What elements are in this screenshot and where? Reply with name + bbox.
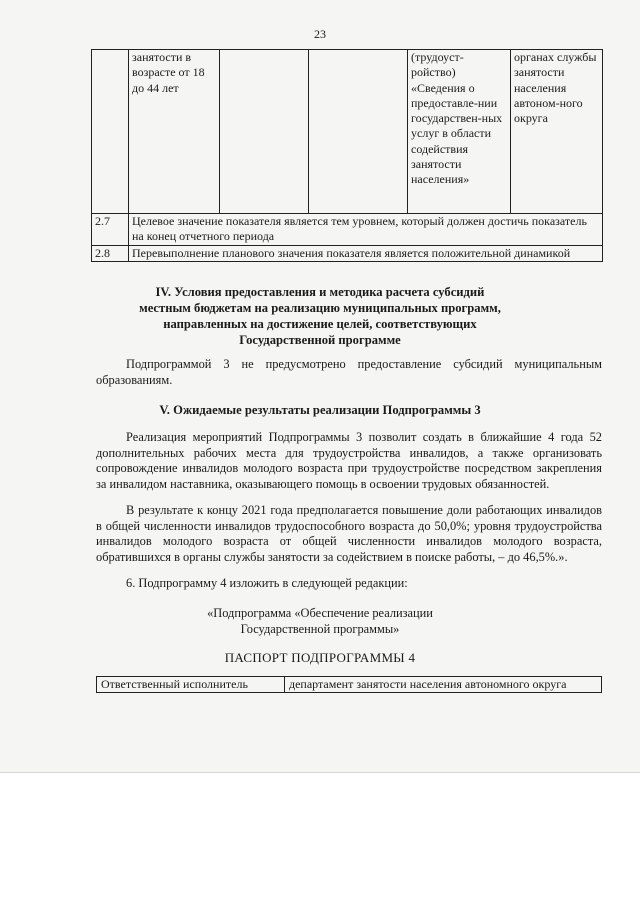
passport-title: ПАСПОРТ ПОДПРОГРАММЫ 4 bbox=[224, 650, 416, 665]
subprogram-title: Государственной программы» bbox=[240, 622, 400, 636]
indicators-table bbox=[91, 49, 603, 262]
row-number: 2.8 bbox=[92, 245, 129, 261]
table-cell bbox=[92, 50, 129, 214]
table-row bbox=[97, 677, 602, 693]
table-row bbox=[92, 50, 603, 214]
table-cell: (трудоуст-ройство) «Сведения о предоставле-нии государствен-ных услуг в области содействия занятости населения» bbox=[408, 50, 511, 214]
amendment-paragraph: 6. Подпрограмму 4 изложить в следующей редакции: bbox=[126, 576, 408, 590]
section-4-heading: местным бюджетам на реализацию муниципальных программ, bbox=[139, 301, 501, 315]
section-4-paragraph: Подпрограммой 3 не предусмотрено предоставление субсидий муниципальным образованиям. bbox=[96, 357, 602, 387]
section-5-paragraph: В результате к концу 2021 года предполагается повышение доли работающих инвалидов в общей численности инвалидов трудоспособного возраста до 50,0%; уровня трудоустройства инвалидов молодого возраста от общей численности инвалидов молодого возраста, обратившихся в органы службы занятости за содействием в поиске работы, – до 46,5%.». bbox=[96, 503, 602, 564]
section-5-paragraph: Реализация мероприятий Подпрограммы 3 позволит создать в ближайшие 4 года 52 дополнительных рабочих места для трудоустройства инвалидов, а также организовать сопровождение инвалидов молодого возраста при трудоустройстве посредством закрепления за инвалидом наставника, оказывающего помощь в освоении трудовых обязанностей. bbox=[96, 430, 602, 491]
section-4-heading: направленных на достижение целей, соответствующих bbox=[163, 317, 477, 331]
section-5-heading: V. Ожидаемые результаты реализации Подпрограммы 3 bbox=[159, 403, 481, 417]
passport-label: Ответственный исполнитель bbox=[97, 677, 285, 693]
table-cell bbox=[220, 50, 309, 214]
row-number: 2.7 bbox=[92, 214, 129, 246]
passport-value: департамент занятости населения автономного округа bbox=[285, 677, 602, 693]
section-4-heading: Государственной программе bbox=[239, 333, 401, 347]
table-cell: Целевое значение показателя является тем уровнем, который должен достичь показатель на конец отчетного периода bbox=[129, 214, 603, 246]
table-cell: Перевыполнение планового значения показателя является положительной динамикой bbox=[129, 245, 603, 261]
table-row bbox=[92, 214, 603, 246]
subprogram-title: «Подпрограмма «Обеспечение реализации bbox=[207, 606, 433, 620]
page-number: 23 bbox=[314, 27, 326, 41]
table-row bbox=[92, 245, 603, 261]
table-cell: органах службы занятости населения автоном-ного округа bbox=[511, 50, 603, 214]
passport-table bbox=[96, 676, 602, 693]
section-4-heading: IV. Условия предоставления и методика расчета субсидий bbox=[155, 285, 485, 299]
table-cell: занятости в возрасте от 18 до 44 лет bbox=[129, 50, 220, 214]
table-cell bbox=[309, 50, 408, 214]
